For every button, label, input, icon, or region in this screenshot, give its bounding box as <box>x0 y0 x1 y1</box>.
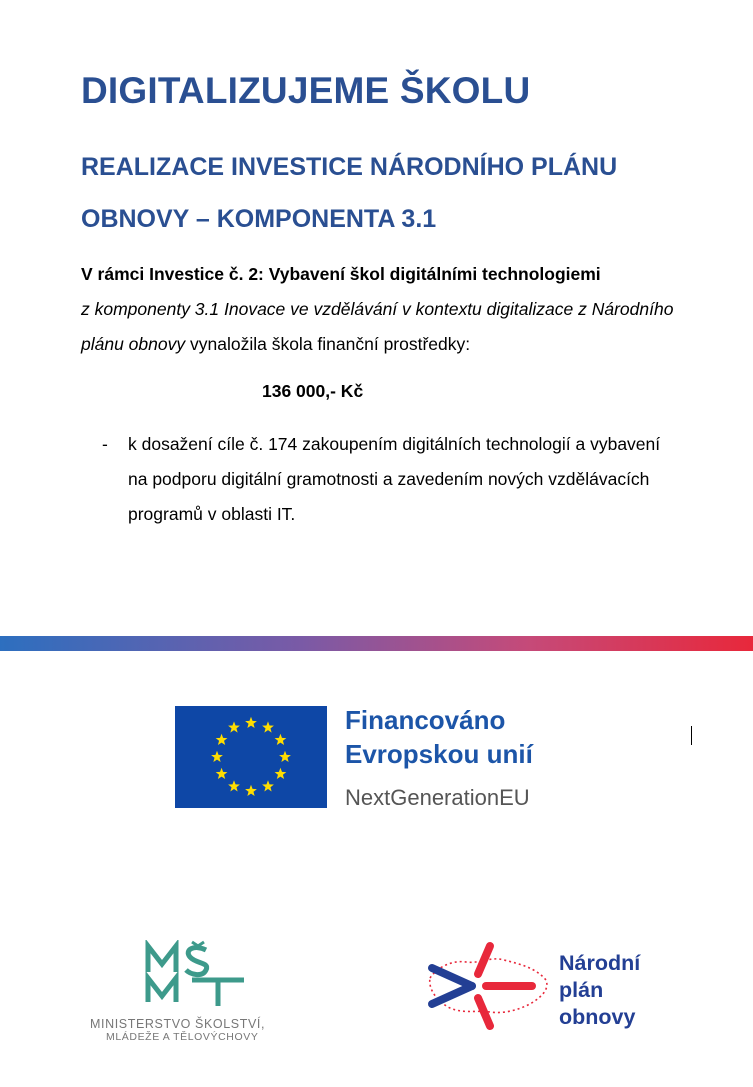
bullet-marker: - <box>102 434 108 454</box>
npo-mark-icon <box>420 938 555 1036</box>
page-subtitle: REALIZACE INVESTICE NÁRODNÍHO PLÁNU OBNOVY – KOMPONENTA 3.1 <box>81 153 618 233</box>
msmt-name-line1: MINISTERSTVO ŠKOLSTVÍ, <box>90 1017 266 1031</box>
text-cursor <box>691 726 692 745</box>
eu-nextgen-label: NextGenerationEU <box>345 785 530 810</box>
msmt-logo <box>140 940 252 1010</box>
gradient-divider <box>0 636 753 651</box>
bullet-item <box>102 427 682 532</box>
eu-star-icon <box>211 751 223 762</box>
eu-star-icon <box>245 717 257 728</box>
amount-value: 136 000,- Kč <box>262 381 364 401</box>
eu-star-icon <box>228 721 240 732</box>
msmt-mark-icon <box>140 940 252 1010</box>
eu-star-icon <box>216 734 228 745</box>
eu-star-icon <box>275 734 287 745</box>
npo-label-line2: plán <box>559 978 604 1002</box>
page-title: DIGITALIZUJEME ŠKOLU <box>81 70 531 111</box>
eu-star-icon <box>228 780 240 791</box>
intro-italic-text: z komponenty 3.1 Inovace ve vzdělávání v kontextu digitalizace z Národního plánu obnovy <box>81 299 674 354</box>
eu-funded-line2: Evropskou unií <box>345 739 533 769</box>
msmt-name-line2: MLÁDEŽE A TĚLOVÝCHOVY <box>106 1031 259 1043</box>
eu-flag-icon <box>175 706 327 808</box>
intro-bold-text: V rámci Investice č. 2: Vybavení škol digitálními technologiemi <box>81 264 601 284</box>
npo-label-line3: obnovy <box>559 1005 636 1029</box>
eu-star-icon <box>262 780 274 791</box>
eu-funded-line1: Financováno <box>345 705 506 735</box>
npo-label <box>559 950 640 1031</box>
eu-star-icon <box>275 768 287 779</box>
intro-rest-text: vynaložila škola finanční prostředky: <box>185 334 471 354</box>
eu-star-icon <box>245 785 257 796</box>
eu-star-icon <box>262 721 274 732</box>
eu-star-icon <box>279 751 291 762</box>
eu-stars <box>175 706 327 808</box>
eu-star-icon <box>216 768 228 779</box>
intro-paragraph <box>81 257 701 362</box>
bullet-text: k dosažení cíle č. 174 zakoupením digitálních technologií a vybavení na podporu digitální gramotnosti a zavedením nových vzdělávacích programů v oblasti IT. <box>128 434 661 524</box>
npo-label-line1: Národní <box>559 951 641 975</box>
npo-logo <box>420 938 555 1036</box>
